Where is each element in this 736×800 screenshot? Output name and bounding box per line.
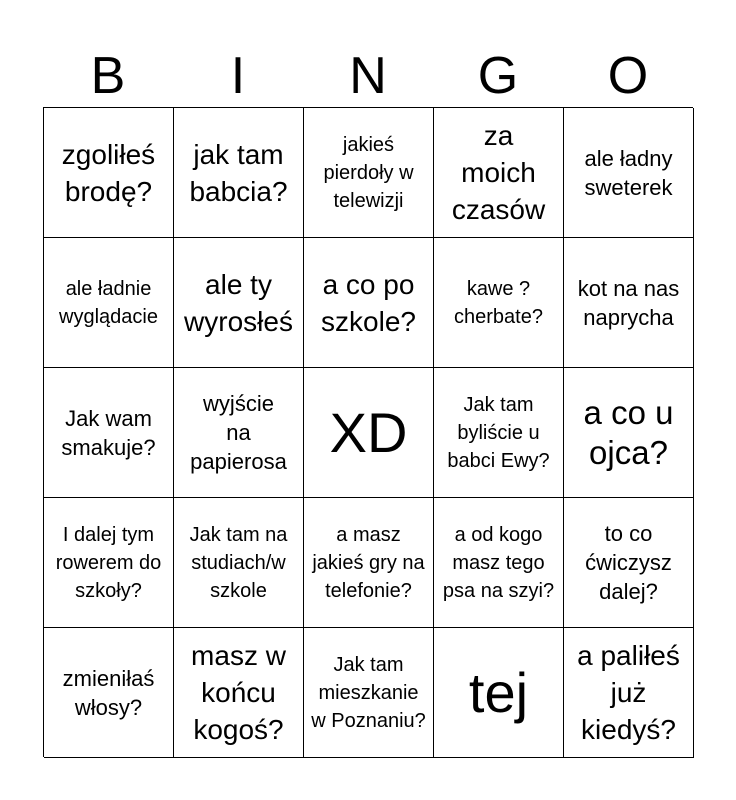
- cell-text: jak tam babcia?: [189, 138, 288, 207]
- cell-text: a co po szkole?: [321, 268, 416, 337]
- bingo-cell[interactable]: [304, 498, 434, 628]
- bingo-cell[interactable]: [434, 498, 564, 628]
- cell-text: wyjście na papierosa: [190, 391, 287, 474]
- cell-text: a co u ojca?: [583, 393, 674, 471]
- bingo-cell[interactable]: [564, 108, 694, 238]
- bingo-cell[interactable]: [434, 108, 564, 238]
- cell-text: ale ładnie wyglądacie: [59, 277, 158, 328]
- bingo-cell[interactable]: [174, 108, 304, 238]
- bingo-cell[interactable]: [564, 368, 694, 498]
- bingo-cell[interactable]: [434, 628, 564, 758]
- bingo-cell[interactable]: [174, 498, 304, 628]
- bingo-cell[interactable]: [44, 238, 174, 368]
- cell-text: ale ty wyrosłeś: [184, 268, 293, 337]
- bingo-cell[interactable]: [174, 238, 304, 368]
- cell-text: Jak tam na studiach/w szkole: [189, 523, 288, 602]
- header-letter-g: G: [477, 47, 519, 105]
- cell-text: zgoliłeś brodę?: [61, 138, 156, 207]
- bingo-board: [43, 107, 693, 757]
- bingo-cell[interactable]: [304, 238, 434, 368]
- cell-text: a masz jakieś gry na telefonie?: [312, 523, 425, 602]
- bingo-cell[interactable]: [434, 368, 564, 498]
- cell-text: kawe ? cherbate?: [454, 277, 543, 328]
- bingo-cell[interactable]: [304, 628, 434, 758]
- header-letter-i: I: [230, 47, 246, 105]
- cell-text: I dalej tym rowerem do szkoły?: [55, 523, 162, 602]
- cell-text: to co ćwiczysz dalej?: [585, 521, 672, 604]
- bingo-header: [43, 46, 693, 106]
- cell-text: Jak tam byliście u babci Ewy?: [447, 393, 550, 472]
- cell-text: tej: [468, 660, 529, 724]
- cell-text: jakieś pierdoły w telewizji: [323, 133, 414, 212]
- cell-text: Jak wam smakuje?: [61, 405, 156, 460]
- cell-text: a od kogo masz tego psa na szyi?: [442, 523, 555, 602]
- bingo-cell[interactable]: [304, 108, 434, 238]
- cell-text: masz w końcu kogoś?: [191, 640, 286, 745]
- cell-text: ale ładny sweterek: [584, 145, 673, 200]
- cell-text: kot na nas naprycha: [577, 275, 680, 330]
- cell-text: a paliłeś już kiedyś?: [577, 640, 680, 745]
- bingo-cell[interactable]: [564, 628, 694, 758]
- bingo-cell[interactable]: [564, 498, 694, 628]
- cell-text: Jak tam mieszkanie w Poznaniu?: [311, 653, 426, 732]
- cell-text: za moich czasów: [451, 120, 546, 225]
- bingo-cell[interactable]: [44, 498, 174, 628]
- header-letter-n: N: [349, 47, 387, 105]
- bingo-cell[interactable]: [44, 628, 174, 758]
- cell-text: zmieniłaś włosy?: [62, 665, 155, 720]
- bingo-cell[interactable]: [44, 368, 174, 498]
- bingo-cell[interactable]: [44, 108, 174, 238]
- bingo-cell[interactable]: [174, 368, 304, 498]
- cell-text: XD: [329, 400, 408, 464]
- bingo-cell[interactable]: [174, 628, 304, 758]
- header-letter-b: B: [90, 47, 126, 105]
- bingo-cell[interactable]: [564, 238, 694, 368]
- bingo-cell[interactable]: [434, 238, 564, 368]
- bingo-cell[interactable]: [304, 368, 434, 498]
- header-letter-o: O: [607, 47, 649, 105]
